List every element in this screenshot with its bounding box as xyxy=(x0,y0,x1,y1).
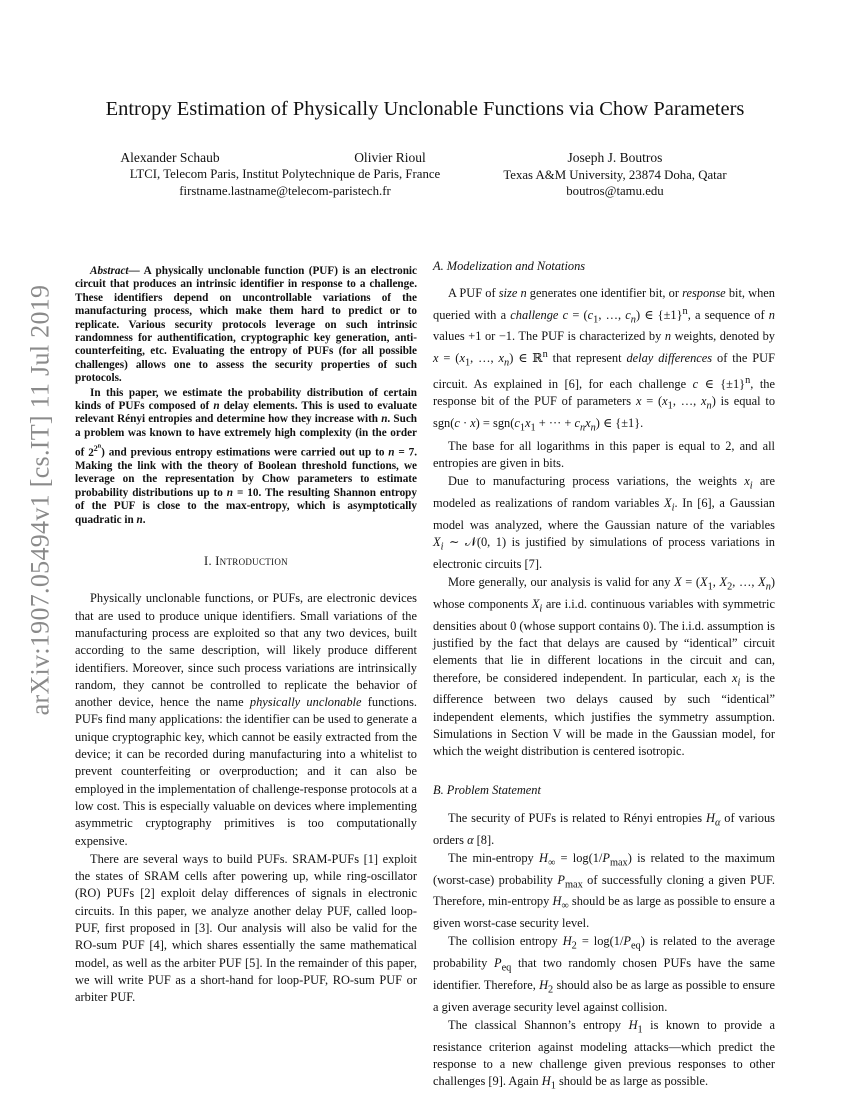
subsection-heading-a: A. Modelization and Notations xyxy=(433,259,586,273)
model-paragraph-1: A PUF of size n generates one identifier bit, or response bit, when queried with a challenge $c = (c_1$, …, $c_n$) ∈ $\{\pm 1\}^n$, a sequence of n values +1 or −1. The PUF is characterized by n weights, denoted by $x = (x_1$, …, $x_n$) ∈ ℝ$^n$ that represent delay differences of the PUF circuit. As explained in [6], for each challenge c ∈ $\{\pm 1\}^n$, the response bit of the PUF of parameters $x = (x_1$, …, $x_n$) is equal to $sgn(c \cdot x) = sgn(c_1x_1$ + ··· + $c_nx_n$) ∈ {±1}. xyxy=(433,286,776,434)
model-paragraph-4: More generally, our analysis is valid for any $X = (X_1$, $X_2$, …, $X_n$) whose components $X_i$ are i.i.d. continuous variables with symmetric densities about 0 (whose support contains 0). The i.i.d. assumption is justified by the fact that delays are caused by “identical” circuit elements that lie in different locations in the circuit and can, therefore, be considered independent. In particular, each $x_i$ is the difference between two delays caused by such “identical” independent elements, which justifies the symmetry assumption. Simulations in Section V will be made in the Gaussian model, for which the weight distribution is centered isotropic. xyxy=(433,575,776,759)
abstract: Abstract— A physically unclonable function (PUF) is an electronic circuit that produces an intrinsic identifier in response to a challenge. These identifiers depend on uncontrollable variations of the manufacturing process, which make them hard to predict or to replicate. Various security protocols leverage on such intrinsic randomness for authentification, cryptographic key generation, anti-counterfeiting, etc. Evaluating the entropy of PUFs (for all possible challenges) allows one to assess the security properties of such protocols. In this paper, we estimate the probability distribution of certain kinds of PUFs composed of n delay elements. This is used to evaluate relevant Rényi entropies and determine how they increase with n. Such a problem was known to have extremely high complexity (in the order of $2^{2^n}$) and previous entropy estimations were carried out up to n = 7. Making the link with the theory of Boolean threshold functions, we leverage on the representation by Chow parameters to estimate probability distributions up to n = 10. The resulting Shannon entropy of the PUF is close to the max-entropy, which is asymptotically quadratic in n. xyxy=(75,265,418,526)
author-name: Joseph J. Boutros xyxy=(567,150,663,165)
left-column xyxy=(75,265,417,1007)
intro-paragraph-1: Physically unclonable functions, or PUFs, are electronic devices that are used to produce unique identifiers. Small variations of the manufacturing process are exploited so that any two devices, built according to the same description, will likely produce different identifiers. Moreover, since such process variations are intrinsically random, they cannot be controlled to replicate the behavior of another device, hence the name physically unclonable functions. PUFs find many applications: the identifier can be used to generate a unique cryptographic key, which cannot be easily extracted from the device; it can be recorded during manufacturing into a whitelist to prevent counterfeiting or overproduction; and it can also be employed in the implementation of challenge-response protocols at a low cost. This is especially valuable on devices where implementing asymmetric cryptography primitives is too computationally expensive. xyxy=(75,591,418,848)
subsection-heading-b: B. Problem Statement xyxy=(433,783,541,798)
problem-paragraph-3: The collision entropy $H_2 = \log(1/P_{eq})$ is related to the average probability $P_{eq}$ that two randomly chosen PUFs have the same identifier. Therefore, $H_2$ should also be as large as possible to ensure a given average security level against collision. xyxy=(433,934,775,1014)
affiliation-left: LTCI, Telecom Paris, Institut Polytechnique de Paris, France firstname.lastname@telecom-paristech.fr xyxy=(129,167,441,198)
right-column xyxy=(433,258,775,1095)
author-3: Joseph J. Boutros Texas A&M University, 23874 Doha, Qatar boutros@tamu.edu xyxy=(480,150,750,200)
section-heading: I. Introduction xyxy=(204,554,288,569)
problem-paragraph-4: The classical Shannon’s entropy $H_1$ is known to provide a resistance criterion against modeling attacks—which predict the response to a new challenge given previous responses to other challenges [9]. Again $H_1$ should be as large as possible. xyxy=(433,1018,775,1092)
arxiv-stamp: arXiv:1907.05494v1 [cs.IT] 11 Jul 2019 xyxy=(25,284,54,716)
intro-paragraph-2: There are several ways to build PUFs. SRAM-PUFs [1] exploit the states of SRAM cells after powering up, while ring-oscillator (RO) PUFs [2] exploit delay differences of signals in electronic circuits. In this paper, we analyze another delay PUF, called loop-PUF, first proposed in [3]. Our analysis will also be valid for the RO-sum PUF [4], which shares essentially the same mathematical model, as well as the arbiter PUF [5]. In the remainder of this paper, we will write PUF as a short-hand for loop-PUF, RO-sum PUF or arbiter PUF. xyxy=(75,851,417,1005)
author-1 xyxy=(100,150,240,167)
model-paragraph-2: The base for all logarithms in this paper is equal to 2, and all entropies are given in bits. xyxy=(433,438,775,470)
paper-title: Entropy Estimation of Physically Unclonable Functions via Chow Parameters xyxy=(105,98,745,120)
author-name: Alexander Schaub xyxy=(120,150,220,165)
author-2 xyxy=(310,150,470,167)
author-name: Olivier Rioul xyxy=(354,150,426,165)
problem-paragraph-2: The min-entropy $H_\infty = \log(1/P_{max})$ is related to the maximum (worst-case) probability $P_{max}$ of successfully cloning a given PUF. Therefore, min-entropy $H_\infty$ should be as large as possible to ensure a given worst-case security level. xyxy=(433,850,776,931)
model-paragraph-3: Due to manufacturing process variations, the weights $x_i$ are modeled as realizations of random variables $X_i$. In [6], a Gaussian model was analyzed, where the Gaussian nature of the variables $X_i$ ∼ 𝒩(0, 1) is justified by simulations of process variations in electronic circuits [7]. xyxy=(433,474,776,571)
problem-paragraph-1: The security of PUFs is related to Rényi entropies $H_\alpha$ of various orders α [8]. xyxy=(433,810,775,847)
